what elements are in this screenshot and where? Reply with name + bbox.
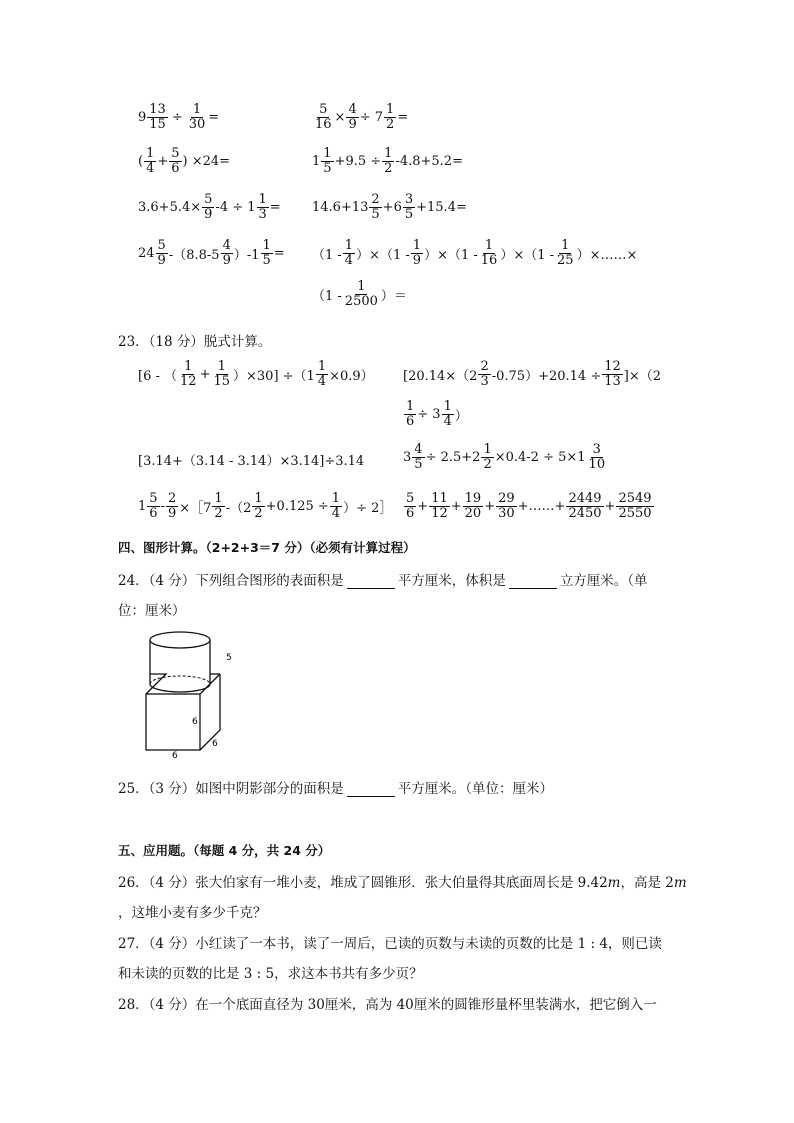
q27-line1: 27．（4 分）小红读了一本书，读了一周后，已读的页数与未读的页数的比是 1 : 4，则已读 <box>118 936 662 952</box>
q26-line2: ，这堆小麦有多少千克？ <box>118 905 267 921</box>
label-cube-front: 6 <box>192 717 198 727</box>
expr-r2a: ( $\frac{1}{4}$ + $\frac{5}{6}$ ) ×24= <box>138 146 231 176</box>
expr-r2b: 1 $\frac{1}{5}$ +9.5 ÷ $\frac{1}{2}$ -4.8+5.2= <box>312 146 463 176</box>
section-5-heading: 五、应用题。（每题 4 分，共 24 分） <box>118 843 331 858</box>
q25-line: 25．（3 分）如图中阴影部分的面积是 平方厘米。（单位：厘米） <box>118 781 554 797</box>
section-4-heading: 四、图形计算。（2+2+3＝7 分）（必须有计算过程） <box>118 540 416 555</box>
q24-line1: 24．（4 分）下列组合图形的表面积是 平方厘米，体积是 立方厘米。（单 <box>118 573 648 589</box>
q23-expr-2: [20.14×（2 $\frac{2}{3}$ -0.75）+20.14 ÷ $\frac{12}{13}$ ]×（2 <box>403 359 662 389</box>
expr-r4b: （1 - $\frac{1}{4}$ ）×（1 - $\frac{1}{9}$ ）×（1 - $\frac{1}{16}$ ）×（1 - $\frac{1}{25}$ ）×……× <box>312 238 638 268</box>
expr-r3b: 14.6+13 $\frac{2}{5}$ +6 $\frac{3}{5}$ +15.4= <box>312 192 467 222</box>
expr-r3a: 3.6+5.4× $\frac{5}{9}$ -4 ÷ 1 $\frac{1}{3}$ = <box>138 192 281 222</box>
q27-line2: 和未读的页数的比是 3 : 5，求这本书共有多少页？ <box>118 966 423 982</box>
label-cube-side: 6 <box>212 739 218 749</box>
q25-blank[interactable] <box>347 782 395 797</box>
label-cube-bottom: 6 <box>172 751 178 760</box>
q24-blank-area[interactable] <box>347 574 395 589</box>
q23-expr-5: 1 $\frac{5}{6}$ - $\frac{2}{9}$ ×［7 $\frac{1}{2}$ -（2 $\frac{1}{2}$ +0.125 ÷ $\frac{1}{4}$ ）÷ 2］ <box>138 491 393 521</box>
q23-title: 23．（18 分）脱式计算。 <box>118 334 272 350</box>
q23-expr-2-cont: $\frac{1}{6}$ ÷ 3 $\frac{1}{4}$ ） <box>406 399 468 429</box>
expr-r4a: 24 $\frac{5}{9}$ -（8.8-5 $\frac{4}{9}$ ）-1 $\frac{1}{5}$ = <box>138 238 285 268</box>
q26-line1: 26．（4 分）张大伯家有一堆小麦，堆成了圆锥形．张大伯量得其底面周长是 9.42m，高是 2m <box>118 875 687 891</box>
q23-expr-6: $\frac{5}{6}$ + $\frac{11}{12}$ + $\frac{19}{20}$ + $\frac{29}{30}$ +……+ $\frac{2449}{2450}$ + $\frac{2549}{2550}$ <box>406 491 652 521</box>
q23-expr-3: [3.14+（3.14 - 3.14）×3.14]÷3.14 <box>138 454 365 469</box>
expr-r5b: （1 - $\frac{1}{2500}$ ）＝ <box>312 279 407 309</box>
q28-line1: 28．（4 分）在一个底面直径为 30厘米，高为 40厘米的圆锥形量杯里装满水，把它倒入一 <box>118 997 657 1013</box>
q24-line2: 位：厘米） <box>118 603 186 619</box>
label-cylinder-height: 5 <box>226 653 232 663</box>
cylinder-cube-figure <box>138 628 238 760</box>
q23-expr-4: 3 $\frac{4}{5}$ ÷ 2.5+2 $\frac{1}{2}$ ×0.4-2 ÷ 5×1 $\frac{3}{10}$ <box>403 442 606 472</box>
q23-expr-1: [6 - （ $\frac{1}{12}$ + $\frac{1}{15}$ ）×30] ÷（1 $\frac{1}{4}$ ×0.9） <box>138 359 374 389</box>
expr-r1a: 9 $\frac{13}{15}$ ÷ $\frac{1}{30}$ = <box>138 102 220 132</box>
q24-blank-volume[interactable] <box>509 574 557 589</box>
expr-r1b: $\frac{5}{16}$ × $\frac{4}{9}$ ÷ 7 $\frac{1}{2}$ = <box>315 102 409 132</box>
